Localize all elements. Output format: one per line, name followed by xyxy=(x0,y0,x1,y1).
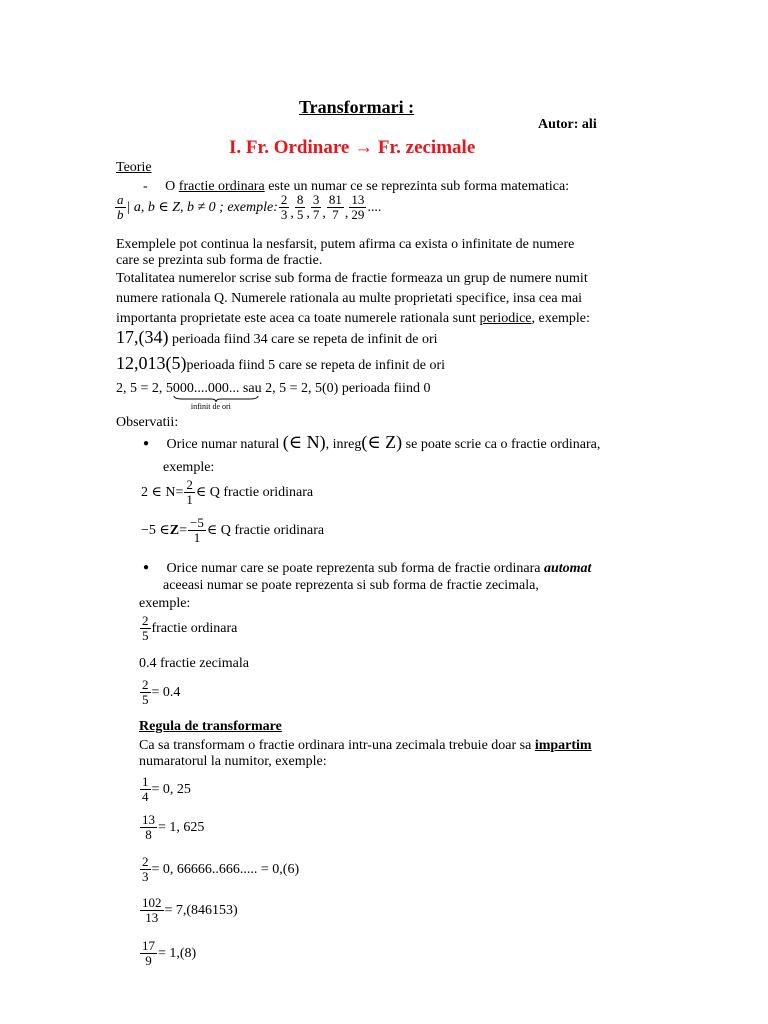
regula-line2: numaratorul la numitor, exemple: xyxy=(139,754,327,769)
period3-math-a: 2, 5 = 2, 5 xyxy=(116,381,173,396)
example-fraction xyxy=(140,855,151,884)
bullet2-line3: exemple: xyxy=(139,596,191,611)
regula-heading: Regula de transformare xyxy=(139,719,282,734)
bullet2-line2: aceeasi numar se poate reprezenta si sub forma de fractie zecimala, xyxy=(163,578,539,593)
regula-emphasis: impartim xyxy=(534,738,592,753)
example-result: = 1, 625 xyxy=(158,820,205,835)
fraction-denominator: 7 xyxy=(312,207,320,222)
para2-line3-post: , exemple: xyxy=(531,311,590,326)
fraction-denominator: 9 xyxy=(145,953,152,968)
periodice-term: periodice xyxy=(479,311,532,326)
period-example-2 xyxy=(116,355,445,374)
para1-line1: Exemplele pot continua la nesfarsit, putem afirma ca exista o infinitate de numere xyxy=(116,237,575,252)
fraction-numerator: 17 xyxy=(142,938,155,953)
comma-separator: , xyxy=(322,206,326,221)
period3-text-b: perioada fiind 0 xyxy=(338,381,431,396)
bullet1-post: se poate scrie ca o fractie ordinara, xyxy=(402,437,601,452)
fraction-numerator: 1 xyxy=(142,774,149,789)
bullet1-math-z: (∈ Z) xyxy=(361,432,403,452)
transform-example xyxy=(139,813,204,842)
transform-example xyxy=(139,939,196,968)
ex3-fraction: $\frac{2}{5}$ xyxy=(142,613,149,643)
example-fractions xyxy=(278,193,368,222)
transform-example xyxy=(139,855,299,884)
ex5-fraction: $\frac{2}{5}$ xyxy=(142,677,149,707)
teorie-heading: Teorie xyxy=(116,160,152,175)
example-result: = 7,(846153) xyxy=(164,903,238,918)
example-ordinary xyxy=(139,614,237,643)
example-ellipsis: .... xyxy=(367,200,382,215)
ex1-pre: 2 ∈ N= xyxy=(141,485,184,500)
fraction-numerator: 3 xyxy=(312,192,320,207)
bullet-icon: ● xyxy=(143,438,150,449)
fraction-denominator: 3 xyxy=(142,869,149,884)
example-fraction xyxy=(327,193,344,222)
ex5-post: = 0.4 xyxy=(151,685,181,700)
period1-text: perioada fiind 34 care se repeta de infinit de ori xyxy=(168,332,438,347)
section-title: I. Fr. Ordinare → Fr. zecimale xyxy=(229,137,476,158)
example-fraction xyxy=(140,813,157,842)
example-fraction xyxy=(349,193,366,222)
bullet-icon: ● xyxy=(143,562,150,573)
period2-text: perioada fiind 5 care se repeta de infinit de ori xyxy=(186,358,445,373)
bullet1-math-n: (∈ N) xyxy=(282,432,326,452)
example-natural xyxy=(141,478,313,507)
fraction-denominator: 3 xyxy=(280,207,288,222)
definition-line xyxy=(114,193,381,222)
para2-line3-pre: importanta proprietate este acea ca toate numerele rationala sunt xyxy=(116,311,480,326)
fraction-numerator: 2 xyxy=(280,192,288,207)
para2-line1: Totalitatea numerelor scrise sub forma de fractie formeaza un grup de numere numit xyxy=(116,271,588,286)
bullet1-line1 xyxy=(143,434,600,454)
period3-text-a: sau xyxy=(239,381,266,396)
ex2-pre: −5 ∈ xyxy=(141,523,170,538)
fraction-numerator: 2 xyxy=(142,854,149,869)
example-fraction xyxy=(140,939,157,968)
document-title: Transformari : xyxy=(299,97,415,117)
bullet2-line1 xyxy=(143,560,591,578)
example-fraction xyxy=(140,775,151,804)
para1-line2: care se prezinta sub forma de fractie. xyxy=(116,253,323,268)
example-fraction xyxy=(279,193,290,222)
ex1-fraction: $\frac{2}{1}$ xyxy=(186,477,193,507)
example-equality xyxy=(139,678,180,707)
fraction-numerator: 102 xyxy=(142,895,162,910)
regula-line1 xyxy=(139,737,592,754)
example-result: = 1,(8) xyxy=(158,946,197,961)
para2-line3 xyxy=(116,310,590,327)
regula-line1-pre: Ca sa transformam o fractie ordinara intr-una zecimala trebuie doar sa xyxy=(139,738,535,753)
ex2-fraction: $\frac{-5}{1}$ xyxy=(190,515,204,545)
period1-math: 17,(34) xyxy=(116,327,169,347)
bullet1-line2: exemple: xyxy=(163,460,215,475)
fraction-denominator: 4 xyxy=(142,789,149,804)
example-fraction xyxy=(295,193,306,222)
para2-line2: numere rationala Q. Numerele rationala au multe proprietati specifice, insa cea mai xyxy=(116,291,583,306)
transform-example xyxy=(139,775,191,804)
bullet2-pre: Orice numar care se poate reprezenta sub forma de fractie ordinara xyxy=(166,561,544,576)
period2-math: 12,013(5) xyxy=(116,353,187,373)
underbrace-label: infinit de ori xyxy=(190,402,231,411)
fraction-denominator: 29 xyxy=(351,207,365,222)
ex3-text: fractie ordinara xyxy=(151,621,238,636)
transform-example xyxy=(139,896,238,925)
period-example-1 xyxy=(116,329,438,348)
example-fraction xyxy=(140,896,164,925)
def-fraction: $\frac{a}{b}$ xyxy=(117,192,124,222)
fraction-denominator: 8 xyxy=(145,827,152,842)
example-fraction xyxy=(311,193,322,222)
intro-post: este un numar ce se reprezinta sub forma matematica: xyxy=(264,179,570,194)
ex2-eq: = xyxy=(179,523,188,538)
comma-separator: , xyxy=(306,206,310,221)
example-integer xyxy=(141,516,324,545)
example-decimal: 0.4 fractie zecimala xyxy=(139,656,249,671)
intro-pre: O xyxy=(165,179,179,194)
fraction-numerator: 81 xyxy=(328,192,342,207)
fraction-numerator: 8 xyxy=(296,192,304,207)
ex2-z: Z xyxy=(169,523,180,538)
underbrace-group xyxy=(172,380,240,411)
def-condition: | a, b ∈ Z, b ≠ 0 ; exemple: xyxy=(126,200,278,215)
comma-separator: , xyxy=(290,206,294,221)
period-example-3 xyxy=(116,380,431,411)
intro-term: fractie ordinara xyxy=(178,179,265,194)
fraction-denominator: 5 xyxy=(296,207,304,222)
dash-marker: - xyxy=(143,179,148,194)
fraction-denominator: 13 xyxy=(145,910,159,925)
ex1-post: ∈ Q fractie oridinara xyxy=(195,485,314,500)
bullet2-emphasis: automat xyxy=(543,561,592,576)
example-result: = 0, 66666..666..... = 0,(6) xyxy=(151,862,300,877)
period3-math-b: 2, 5 = 2, 5(0) xyxy=(265,381,339,396)
observatii-heading: Observatii: xyxy=(116,415,179,430)
author-label: Autor: ali xyxy=(538,117,597,132)
comma-separator: , xyxy=(344,206,349,221)
fraction-numerator: 13 xyxy=(351,192,365,207)
fraction-denominator: 7 xyxy=(332,207,339,222)
fraction-numerator: 13 xyxy=(142,812,155,827)
bullet1-pre: Orice numar natural xyxy=(166,437,283,452)
bullet1-mid: , inreg xyxy=(325,437,362,452)
underbrace-digits: 000....000... xyxy=(172,381,240,396)
ex2-post: ∈ Q fractie oridinara xyxy=(206,523,325,538)
example-result: = 0, 25 xyxy=(151,782,191,797)
